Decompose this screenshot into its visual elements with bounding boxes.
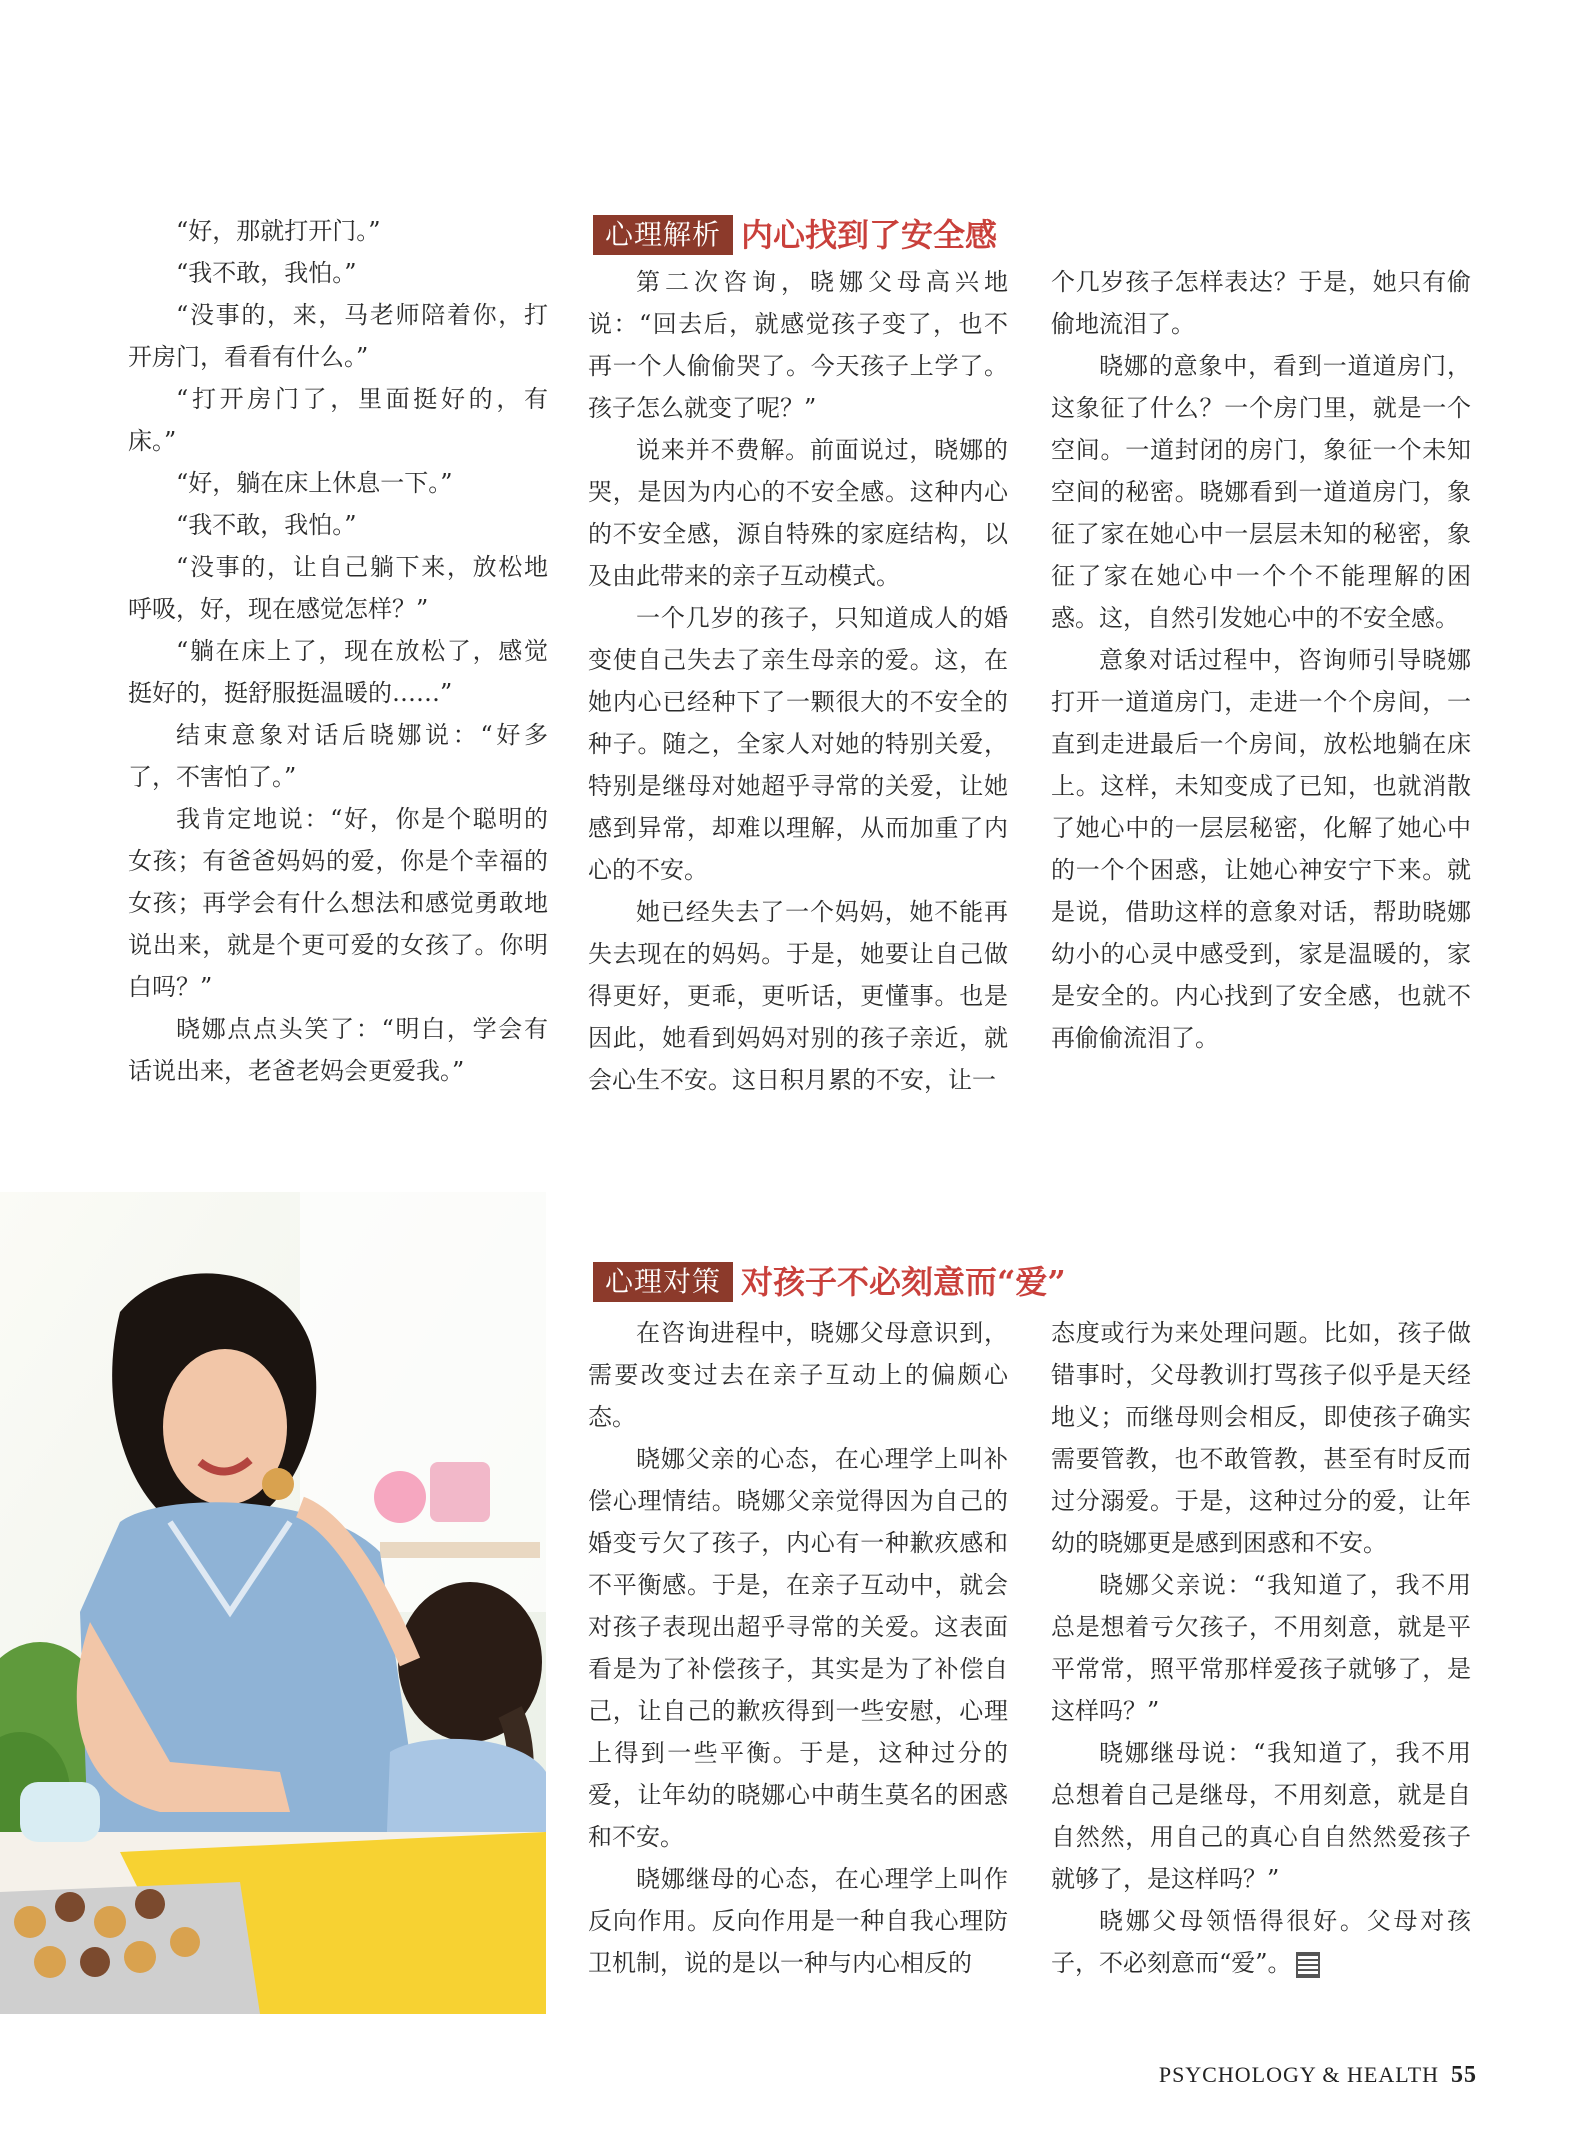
paragraph: 在咨询进程中，晓娜父母意识到，需要改变过去在亲子互动上的偏颇心态。 [588, 1319, 1008, 1431]
paragraph: 意象对话过程中，咨询师引导晓娜打开一道道房门，走进一个个房间，一直到走进最后一个房间，放松地躺在床上。这样，未知变成了已知，也就消散了她心中的一层层秘密，化解了她心中的一个个困惑，让她心神安宁下来。就是说，借助这样的意象对话，帮助晓娜幼小的心灵中感受到，家是温暖的，家是安全的。内心找到了安全感，也就不再偷偷流泪了。 [1051, 646, 1471, 1052]
journal-name: PSYCHOLOGY & HEALTH [1158, 2062, 1439, 2087]
paragraph: 第二次咨询，晓娜父母高兴地说：“回去后，就感觉孩子变了，也不再一个人偷偷哭了。今天孩子上学了。孩子怎么就变了呢？” [588, 268, 1008, 422]
paragraph: 我肯定地说：“好，你是个聪明的女孩；有爸爸妈妈的爱，你是个幸福的女孩；再学会有什么想法和感觉勇敢地说出来，就是个更可爱的女孩了。你明白吗？” [128, 805, 548, 1001]
section-title: 对孩子不必刻意而“爱” [741, 1263, 1066, 1301]
paragraph: 说来并不费解。前面说过，晓娜的哭，是因为内心的不安全感。这种内心的不安全感，源自特殊的家庭结构，以及由此带来的亲子互动模式。 [588, 436, 1008, 590]
section-tag: 心理解析 [593, 215, 733, 255]
paragraph-final [1051, 1900, 1471, 1984]
paragraph-text: 晓娜父母领悟得很好。父母对孩子，不必刻意而“爱”。 [1051, 1907, 1471, 1977]
article-column-2 [588, 261, 1008, 1101]
end-mark-icon [1296, 1952, 1320, 1978]
section-tag: 心理对策 [593, 1262, 733, 1302]
paragraph: “我不敢，我怕。” [176, 511, 357, 539]
mother-daughter-photo [0, 1192, 546, 2014]
article-column-5 [1051, 1312, 1471, 1984]
paragraph: “我不敢，我怕。” [176, 259, 357, 287]
article-column-3 [1051, 261, 1471, 1059]
article-column-4 [588, 1312, 1008, 1984]
paragraph: 一个几岁的孩子，只知道成人的婚变使自己失去了亲生母亲的爱。这，在她内心已经种下了一颗很大的不安全的种子。随之，全家人对她的特别关爱，特别是继母对她超乎寻常的关爱，让她感到异常，却难以理解，从而加重了内心的不安。 [588, 604, 1008, 884]
article-column-1 [128, 210, 548, 1092]
page-footer [1159, 2062, 1477, 2089]
paragraph: “好，那就打开门。” [176, 217, 381, 245]
paragraph: 晓娜父亲的心态，在心理学上叫补偿心理情结。晓娜父亲觉得因为自己的婚变亏欠了孩子，内心有一种歉疚感和不平衡感。于是，在亲子互动中，就会对孩子表现出超乎寻常的关爱。这表面看是为了补偿孩子，其实是为了补偿自己，让自己的歉疚得到一些安慰，心理上得到一些平衡。于是，这种过分的爱，让年幼的晓娜心中萌生莫名的困惑和不安。 [588, 1445, 1008, 1851]
paragraph: “没事的，让自己躺下来，放松地呼吸，好，现在感觉怎样？” [128, 553, 548, 623]
paragraph: 晓娜继母的心态，在心理学上叫作反向作用。反向作用是一种自我心理防卫机制，说的是以一种与内心相反的 [588, 1865, 1008, 1977]
paragraph: 晓娜继母说：“我知道了，我不用总想着自己是继母，不用刻意，就是自自然然，用自己的真心自自然然爱孩子就够了，是这样吗？” [1051, 1739, 1471, 1893]
paragraph: “躺在床上了，现在放松了，感觉挺好的，挺舒服挺温暖的……” [128, 637, 548, 707]
paragraph-continued: 态度或行为来处理问题。比如，孩子做错事时，父母教训打骂孩子似乎是天经地义；而继母则会相反，即使孩子确实需要管教，也不敢管教，甚至有时反而过分溺爱。于是，这种过分的爱，让年幼的晓娜更是感到困惑和不安。 [1051, 1319, 1471, 1557]
section-title: 内心找到了安全感 [741, 216, 998, 254]
paragraph: 晓娜点点头笑了：“明白，学会有话说出来，老爸老妈会更爱我。” [128, 1015, 548, 1085]
paragraph: 晓娜父亲说：“我知道了，我不用总是想着亏欠孩子，不用刻意，就是平平常常，照平常那样爱孩子就够了，是这样吗？” [1051, 1571, 1471, 1725]
paragraph: “没事的，来，马老师陪着你，打开房门，看看有什么。” [128, 301, 548, 371]
paragraph: 结束意象对话后晓娜说：“好多了，不害怕了。” [128, 721, 548, 791]
paragraph-continued: 个几岁孩子怎样表达？于是，她只有偷偷地流泪了。 [1051, 268, 1471, 338]
page-number: 55 [1451, 2062, 1477, 2088]
paragraph: 晓娜的意象中，看到一道道房门，这象征了什么？一个房门里，就是一个空间。一道封闭的房门，象征一个未知空间的秘密。晓娜看到一道道房门，象征了家在她心中一层层未知的秘密，象征了家在她心中一个个不能理解的困惑。这，自然引发她心中的不安全感。 [1051, 352, 1471, 632]
paragraph: “好，躺在床上休息一下。” [176, 469, 453, 497]
section-heading-analysis [593, 215, 997, 255]
section-heading-strategy [593, 1262, 1066, 1302]
paragraph: 她已经失去了一个妈妈，她不能再失去现在的妈妈。于是，她要让自己做得更好，更乖，更听话，更懂事。也是因此，她看到妈妈对别的孩子亲近，就会心生不安。这日积月累的不安，让一 [588, 898, 1008, 1094]
paragraph: “打开房门了，里面挺好的，有床。” [128, 385, 548, 455]
